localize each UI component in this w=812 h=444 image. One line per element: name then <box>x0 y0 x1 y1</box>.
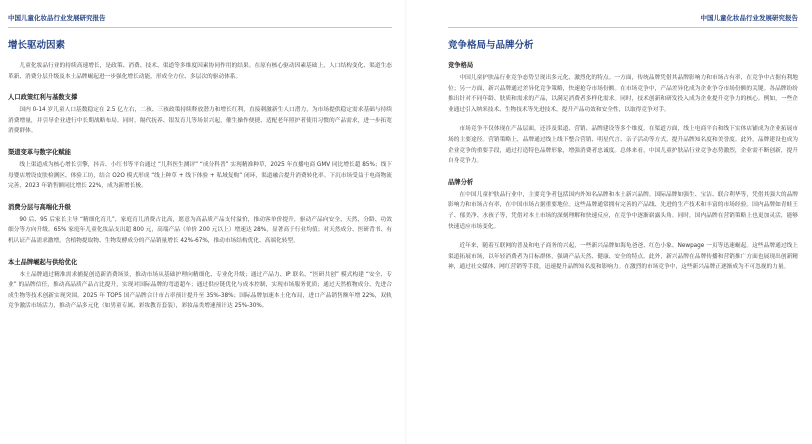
population-policy-heading: 人口政策红利与基数支撑 <box>8 94 78 102</box>
brand-analysis-heading: 品牌分析 <box>448 178 474 186</box>
domestic-brands-paragraph: 本土品牌通过精准需求捕捉创造新消费场景，推动市场从基础护理向精细化、专业化升级；通过产品力、IP 联名、“医研共创” 模式构建 “安全、专业” 的品牌信任，推动高品质产品占比提升，实现对国际品牌的弯道超车；通过供应链优化与成本控制，实现市场服务优质；通过天然植物成分、先进合成生物等技术创新实现突围。2025 年 TOP5 国产品牌合计市占率预计提升至 35%-38%；国际品牌加速本土化布局，进口产品销售额年增 22%，双轨竞争激活市场活力，推动产品多元化（如男童专属、彩妆教育套装），彩妆品类增速预计达 25%-30%。 <box>8 271 392 310</box>
competition-landscape-paragraph-2: 市场竞争不仅体现在产品层面，还涉及渠道、营销、品牌建设等多个维度。在渠道方面，线上电商平台和线下实体店铺成为企业拓展市场的主要途径。营销策略上，品牌通过线上线下整合营销、明星代言、亲子活动等方式，提升品牌知名度和美誉度。此外，品牌建设也成为企业竞争的重要手段，通过打造特色品牌形象，增强消费者忠诚度。总体来看，中国儿童护肤品行业竞争态势激烈，企业需不断创新，提升自身竞争力。 <box>448 126 798 165</box>
domestic-brands-heading: 本土品牌崛起与供给优化 <box>8 258 78 266</box>
growth-drivers-intro: 儿童化妆品行业的持续高速增长，是政策、消费、技术、渠道等多维度因素协同作用的结果。在原有核心驱动因素基础上，人口结构变化、渠道生态革新、消费分层升级及本土品牌崛起进一步强化增长动能，形成全方位、多层次的驱动体系。 <box>8 63 392 80</box>
population-policy-paragraph: 国内 0-14 岁儿童人口基数稳定在 2.5 亿左右，二孩、三孩政策持续释放潜力和增长红利，直接刺激新生人口潜力，为市场提供稳定需求基础与持续消费增量，并引导企业进行中长期战略布局。同时，隔代抚养、银发育儿等场景兴起，催生操作便捷、适配老年照护者使用习惯的产品需求，进一步拓宽消费群体。 <box>8 107 392 135</box>
brand-analysis-paragraph-1: 在中国儿童护肤品行业中，主要竞争者包括国内外知名品牌和本土新兴品牌。国际品牌如强生、宝洁、联合利华等，凭借其强大的品牌影响力和市场占有率，在中国市场占据重要地位。这些品牌通常拥有完善的产品线、先进的生产技术和丰富的市场经验。国内品牌如青蛙王子、郁美净、水孩子等，凭借对本土市场的深刻理解和快速反应，在竞争中逐渐崭露头角。同时，国内品牌在营销策略上也更加灵活，能够快速适应市场变化。 <box>448 191 798 230</box>
left-header-rule <box>8 27 392 28</box>
right-page <box>406 0 812 444</box>
left-running-head: 中国儿童化妆品行业发展研究报告 <box>8 14 106 22</box>
competition-landscape-paragraph-1: 中国儿童护肤品行业竞争态势呈现出多元化、激烈化的特点。一方面，传统品牌凭借其品牌影响力和市场占有率，在竞争中占据有利地位；另一方面，新兴品牌通过差异化竞争策略，快速抢夺市场份额。在市场竞争中，产品差异化成为企业争夺市场份额的关键。各品牌纷纷推出针对不同年龄、肤质和需求的产品，以满足消费者多样化需求。同时，技术创新和研发投入成为企业提升竞争力的核心。例如，一些企业通过引入纳米技术、生物技术等先进技术，提升产品功效和安全性，以取得竞争对手。 <box>448 75 798 113</box>
right-running-head: 中国儿童化妆品行业发展研究报告 <box>700 14 798 22</box>
channel-digital-heading: 渠道变革与数字化赋能 <box>8 148 71 156</box>
competition-landscape-heading: 竞争格局 <box>448 62 474 69</box>
competition-title: 竞争格局与品牌分析 <box>448 40 534 51</box>
channel-digital-paragraph: 线上渠道成为核心增长引擎，抖音、小红书等平台通过 “儿科医生测评” “成分科普” 实现精准种草，2025 年直播电商 GMV 同比增长超 85%；线下母婴店增设皮肤检测区、体验工坊，结合 O2O 模式形成 “线上种草 + 线下体验 + 私域复购” 闭环，渠道融合提升消费转化率。下沉市场受益于电商物流完善，2023 年销售额同比增长 22%，成为新增长极。 <box>8 161 392 190</box>
brand-analysis-paragraph-2: 近年来，随着互联网的普及和电子商务的兴起，一些新兴品牌如海龟爸爸、红色小象、Newpage 一页等迅速崛起。这些品牌通过线上渠道拓展市场，以年轻消费者为目标群体，强调产品天然、健康、安全的特点。此外，新兴品牌在品牌传播和营销推广方面也展现出创新精神，通过社交媒体、网红营销等手段，迅速提升品牌知名度和影响力。在激烈的市场竞争中，这些新兴品牌正逐渐成为不可忽视的力量。 <box>448 243 798 271</box>
consumption-upgrade-paragraph: 90 后、95 后家长主导 “精细化育儿”，家庭育儿消费占比高，愿意为高品质产品支付溢价，推动客单价提升，驱动产品向安全、天然、分龄、功效细分等方向升级。65% 家庭年儿童化妆品支出超 800 元，高端产品（单价 200 元以上）增速达 28%，显著高于行业均值；对天然成分、医研背书、有机认证产品需求激增，含植物提取物、生物发酵成分的产品销量增长 42%-67%，推动市场结构优化、高端化转型。 <box>8 216 392 244</box>
consumption-upgrade-heading: 消费分层与高端化升级 <box>8 203 71 211</box>
right-header-rule <box>448 27 798 28</box>
growth-drivers-title: 增长驱动因素 <box>8 40 66 51</box>
